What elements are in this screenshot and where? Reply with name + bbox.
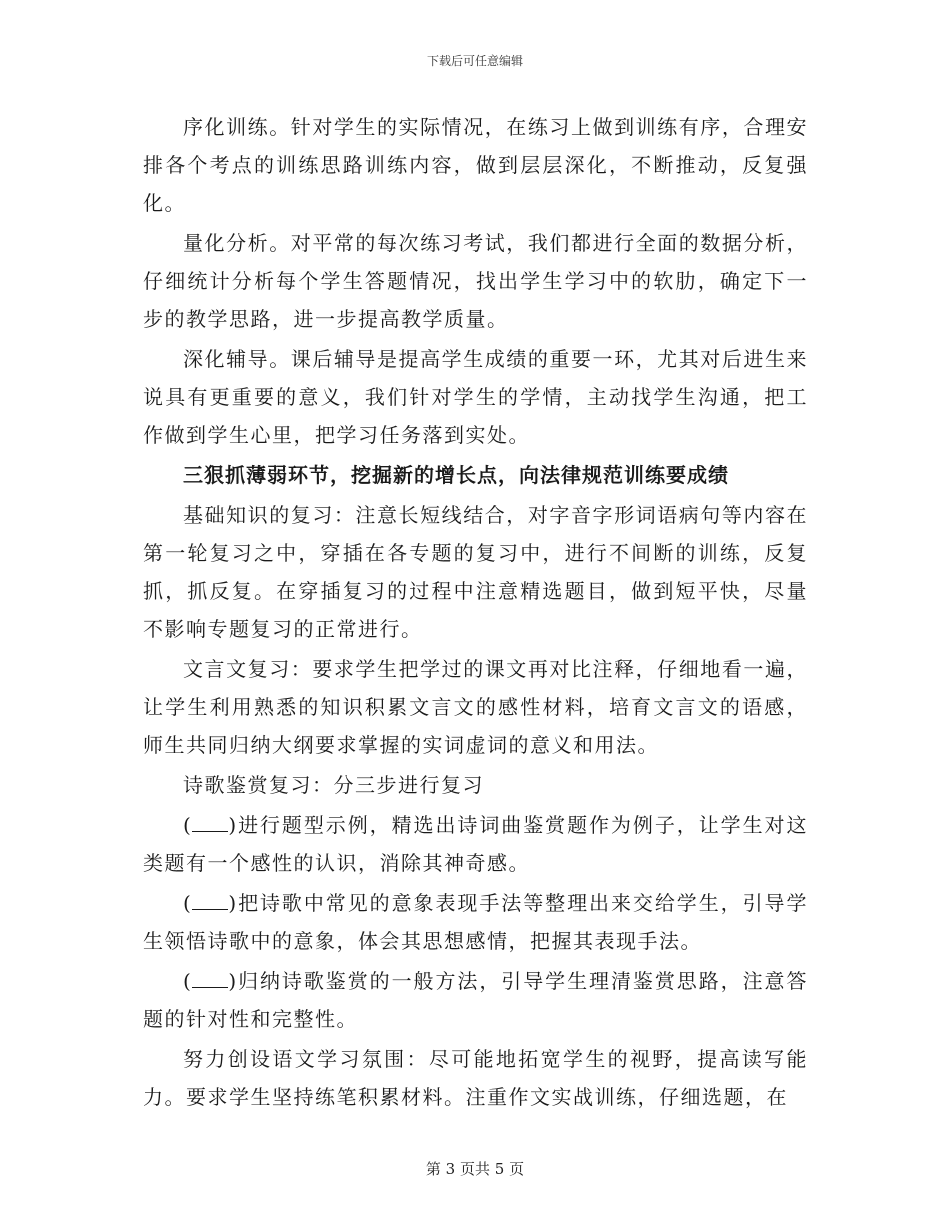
page-footer: 第 3 页共 5 页 <box>425 1160 525 1178</box>
paragraph-poetry-review: 诗歌鉴赏复习：分三步进行复习 <box>183 773 484 797</box>
close-paren: ) <box>228 813 238 837</box>
paragraph-deep-tutoring: 深化辅导。课后辅导是提高学生成绩的重要一环，尤其对后进生来说具有更重要的意义，我们针对学生的学情，主动找学生沟通，把工作做到学生心里，把学习任务落到实处。 <box>143 347 808 447</box>
document-body <box>143 108 808 1118</box>
open-paren: ( <box>183 813 193 837</box>
list-item-text: 归纳诗歌鉴赏的一般方法，引导学生理清鉴赏思路，注意答题的针对性和完整性。 <box>143 969 808 1031</box>
open-paren: ( <box>183 891 193 915</box>
open-paren: ( <box>183 969 193 993</box>
page-header: 下载后可任意编辑 <box>426 54 523 68</box>
list-item-text: 把诗歌中常见的意象表现手法等整理出来交给学生，引导学生领悟诗歌中的意象，体会其思想感情，把握其表现手法。 <box>143 891 808 953</box>
paragraph-basic-knowledge: 基础知识的复习：注意长短线结合，对字音字形词语病句等内容在第一轮复习之中，穿插在各专题的复习中，进行不间断的训练，反复抓，抓反复。在穿插复习的过程中注意精选题目，做到短平快，尽量不影响专题复习的正常进行。 <box>143 503 808 641</box>
close-paren: ) <box>228 891 238 915</box>
list-item-text: 进行题型示例，精选出诗词曲鉴赏题作为例子，让学生对这类题有一个感性的认识，消除其神奇感。 <box>143 813 808 875</box>
list-item-step-2 <box>143 884 808 960</box>
paragraph-learning-atmosphere: 努力创设语文学习氛围：尽可能地拓宽学生的视野，提高读写能力。要求学生坚持练笔积累材料。注重作文实战训练，仔细选题，在 <box>143 1047 808 1109</box>
list-item-step-3 <box>143 962 808 1038</box>
paragraph-ordered-training: 序化训练。针对学生的实际情况，在练习上做到训练有序，合理安排各个考点的训练思路训练内容，做到层层深化，不断推动，反复强化。 <box>143 115 808 215</box>
blank-underline <box>192 831 228 832</box>
close-paren: ) <box>228 969 238 993</box>
blank-underline <box>192 987 228 988</box>
list-item-step-1 <box>143 806 808 882</box>
blank-underline <box>192 909 228 910</box>
paragraph-quantitative-analysis: 量化分析。对平常的每次练习考试，我们都进行全面的数据分析，仔细统计分析每个学生答题情况，找出学生学习中的软肋，确定下一步的教学思路，进一步提高教学质量。 <box>143 231 808 331</box>
section-heading: 三狠抓薄弱环节，挖掘新的增长点，向法律规范训练要成绩 <box>183 463 729 487</box>
paragraph-classical-chinese: 文言文复习：要求学生把学过的课文再对比注释，仔细地看一遍，让学生利用熟悉的知识积累文言文的感性材料，培育文言文的语感，师生共同归纳大纲要求掌握的实词虚词的意义和用法。 <box>143 657 808 757</box>
